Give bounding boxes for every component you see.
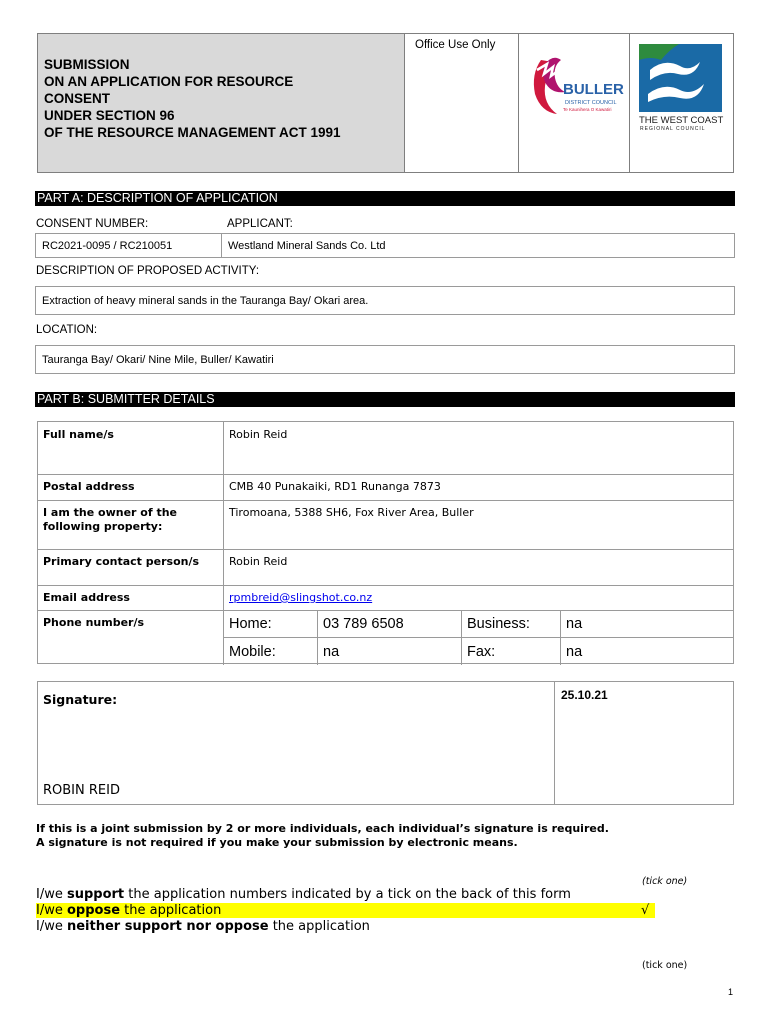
consent-number-label: CONSENT NUMBER: <box>36 218 149 230</box>
support-prefix: I/we <box>36 887 67 902</box>
part-a-heading: PART A: DESCRIPTION OF APPLICATION <box>35 191 735 206</box>
owner-property-value[interactable]: Tiromoana, 5388 SH6, Fox River Area, Buller <box>229 506 474 519</box>
home-label: Home: <box>224 610 318 638</box>
west-coast-logo-name: THE WEST COAST <box>639 115 724 126</box>
submitter-details-table <box>37 421 734 664</box>
electronic-signature-note: A signature is not required if you make your submission by electronic means. <box>36 836 518 849</box>
office-use-only: Office Use Only <box>405 33 519 173</box>
form-title <box>37 33 405 173</box>
title-line: UNDER SECTION 96 <box>44 108 175 123</box>
applicant-label: APPLICANT: <box>227 218 293 230</box>
west-coast-logo-mark-icon <box>630 34 734 174</box>
buller-logo-maori: Te Kaunihera O Kawatiri <box>563 107 612 112</box>
oppose-suffix: the application <box>120 903 222 918</box>
primary-contact-value[interactable]: Robin Reid <box>229 555 288 568</box>
title-line: OF THE RESOURCE MANAGEMENT ACT 1991 <box>44 125 341 140</box>
west-coast-regional-council-logo <box>630 33 734 173</box>
oppose-option[interactable] <box>36 903 655 918</box>
title-line: CONSENT <box>44 91 111 106</box>
support-option[interactable] <box>36 887 656 902</box>
part-b-heading: PART B: SUBMITTER DETAILS <box>35 392 735 407</box>
phone-numbers-label: Phone number/s <box>38 610 224 665</box>
email-address-value[interactable] <box>224 585 733 610</box>
email-link[interactable]: rpmbreid@slingshot.co.nz <box>229 591 373 604</box>
fax-label: Fax: <box>462 638 561 665</box>
full-name-label: Full name/s <box>38 422 224 474</box>
oppose-keyword: oppose <box>66 903 121 918</box>
oppose-tick-mark: √ <box>641 903 650 918</box>
activity-value: Extraction of heavy mineral sands in the Tauranga Bay/ Okari area. <box>42 294 369 307</box>
joint-submission-note: If this is a joint submission by 2 or more individuals, each individual’s signature is required. <box>36 822 609 835</box>
activity-label: DESCRIPTION OF PROPOSED ACTIVITY: <box>36 265 260 277</box>
table-row <box>38 549 733 586</box>
fax-value[interactable]: na <box>566 643 583 660</box>
support-keyword: support <box>66 887 125 902</box>
buller-logo-sub: DISTRICT COUNCIL <box>565 100 617 106</box>
business-label: Business: <box>462 610 561 638</box>
page-number: 1 <box>728 987 734 997</box>
signature-date[interactable]: 25.10.21 <box>555 681 734 805</box>
tick-one-label: (tick one) <box>642 876 688 887</box>
title-line: ON AN APPLICATION FOR RESOURCE <box>44 74 294 89</box>
home-phone-value[interactable]: 03 789 6508 <box>318 610 462 638</box>
postal-address-label: Postal address <box>38 474 224 500</box>
buller-district-council-logo <box>519 33 630 173</box>
signature-box[interactable] <box>37 681 555 805</box>
neither-keyword: neither support nor oppose <box>66 919 269 934</box>
table-row <box>38 422 733 475</box>
table-row <box>38 610 733 665</box>
location-field[interactable] <box>35 345 735 374</box>
neither-prefix: I/we <box>36 919 67 934</box>
signatory-name: ROBIN REID <box>43 783 120 798</box>
table-row <box>38 585 733 611</box>
table-row <box>38 474 733 501</box>
signature-label: Signature: <box>43 692 118 707</box>
oppose-prefix: I/we <box>36 903 67 918</box>
mobile-label: Mobile: <box>224 638 318 665</box>
neither-suffix: the application <box>268 919 370 934</box>
support-suffix: the application numbers indicated by a tick on the back of this form <box>124 887 571 902</box>
primary-contact-label: Primary contact person/s <box>38 549 224 585</box>
applicant-field[interactable] <box>221 233 735 258</box>
tick-one-label-2: (tick one) <box>642 960 688 971</box>
email-address-label: Email address <box>38 585 224 610</box>
full-name-value[interactable]: Robin Reid <box>229 428 288 441</box>
applicant-value: Westland Mineral Sands Co. Ltd <box>228 239 386 252</box>
location-value: Tauranga Bay/ Okari/ Nine Mile, Buller/ Kawatiri <box>42 353 274 366</box>
consent-number-field[interactable] <box>35 233 222 258</box>
table-row <box>38 500 733 550</box>
neither-option[interactable] <box>36 919 656 934</box>
phone-grid <box>224 610 733 665</box>
buller-logo-name: BULLER <box>563 81 624 98</box>
buller-logo-mark-icon <box>519 34 630 174</box>
postal-address-value[interactable]: CMB 40 Punakaiki, RD1 Runanga 7873 <box>229 480 441 493</box>
business-phone-value[interactable]: na <box>561 610 734 638</box>
west-coast-logo-sub: REGIONAL COUNCIL <box>640 126 706 132</box>
title-line: SUBMISSION <box>44 57 130 72</box>
owner-property-label: I am the owner of the following property: <box>38 500 224 549</box>
activity-field[interactable] <box>35 286 735 315</box>
mobile-phone-value[interactable]: na <box>318 638 462 665</box>
consent-number-value: RC2021-0095 / RC210051 <box>42 239 173 252</box>
location-label: LOCATION: <box>36 324 98 336</box>
